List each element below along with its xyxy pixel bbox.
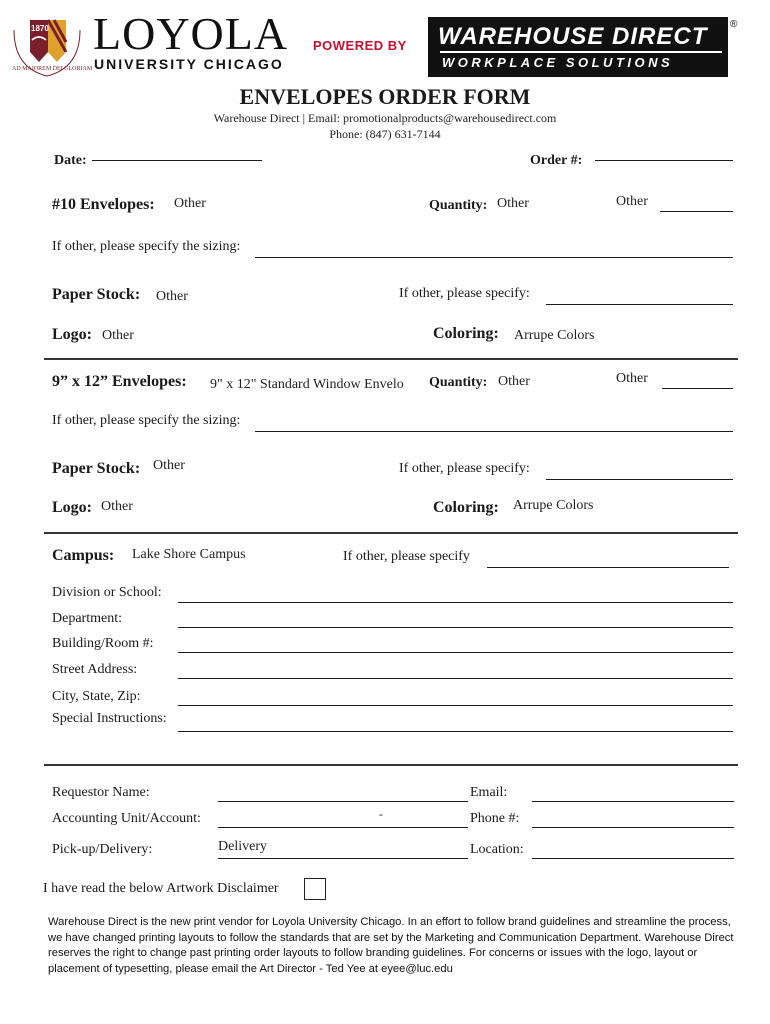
env9x12-qty-other-text: Other (616, 371, 648, 386)
seal-motto: AD MAIOREM DEI GLORIAM (12, 66, 93, 72)
env9x12-paper-label: Paper Stock: (52, 460, 141, 477)
powered-by-text: POWERED BY (313, 38, 407, 53)
pickup-label: Pick-up/Delivery: (52, 842, 153, 857)
loyola-logo (10, 10, 300, 80)
wd-tagline: WORKPLACE SOLUTIONS (442, 55, 674, 70)
env9x12-coloring-select[interactable]: Arrupe Colors (513, 498, 594, 513)
env9x12-sizing-field[interactable] (255, 431, 733, 432)
env10-logo-select[interactable]: Other (102, 328, 134, 343)
date-label: Date: (54, 153, 87, 168)
loyola-wordmark: LOYOLA (93, 8, 289, 59)
building-label: Building/Room #: (52, 636, 154, 651)
phone-label: Phone #: (470, 811, 520, 826)
pickup-field[interactable] (218, 858, 468, 859)
env9x12-select[interactable]: 9" x 12" Standard Window Envelo (210, 377, 404, 392)
date-field[interactable] (92, 160, 262, 161)
registered-mark: ® (730, 19, 738, 30)
account-field[interactable] (218, 827, 468, 828)
warehouse-direct-logo (428, 17, 738, 77)
disclaimer-checkbox-label: I have read the below Artwork Disclaimer (43, 881, 279, 896)
loyola-subtitle: UNIVERSITY CHICAGO (94, 56, 284, 72)
env10-coloring-select[interactable]: Arrupe Colors (514, 328, 595, 343)
env10-coloring-label: Coloring: (433, 325, 499, 342)
requestor-name-label: Requestor Name: (52, 785, 150, 800)
env10-qty-label: Quantity: (429, 198, 488, 213)
contact-line: Warehouse Direct | Email: promotionalproducts@warehousedirect.com (213, 111, 557, 125)
env10-qty-other-text: Other (616, 194, 648, 209)
instructions-field[interactable] (178, 731, 733, 732)
campus-specify-label: If other, please specify (343, 549, 470, 564)
disclaimer-checkbox[interactable] (304, 878, 326, 900)
env10-qty-other-field[interactable] (660, 211, 733, 212)
campus-select[interactable]: Lake Shore Campus (132, 547, 246, 562)
order-number-field[interactable] (595, 160, 733, 161)
env10-logo-label: Logo: (52, 326, 92, 343)
email-field[interactable] (532, 801, 734, 802)
campus-specify-field[interactable] (487, 567, 729, 568)
env10-paper-specify-label: If other, please specify: (399, 286, 530, 301)
section-divider (44, 532, 738, 534)
env10-select[interactable]: Other (174, 196, 206, 211)
env9x12-logo-select[interactable]: Other (101, 499, 133, 514)
account-value: - (379, 807, 383, 821)
env10-qty-select[interactable]: Other (497, 196, 529, 211)
department-label: Department: (52, 611, 122, 626)
street-label: Street Address: (52, 662, 138, 677)
env9x12-sizing-label: If other, please specify the sizing: (52, 413, 241, 428)
env9x12-logo-label: Logo: (52, 499, 92, 516)
campus-label: Campus: (52, 547, 115, 564)
pickup-select[interactable]: Delivery (218, 839, 267, 854)
city-label: City, State, Zip: (52, 689, 141, 704)
env9x12-qty-other-field[interactable] (662, 388, 733, 389)
city-field[interactable] (178, 705, 733, 706)
env9x12-qty-label: Quantity: (429, 375, 488, 390)
account-label: Accounting Unit/Account: (52, 811, 201, 826)
requestor-name-field[interactable] (218, 801, 468, 802)
division-field[interactable] (178, 602, 733, 603)
env9x12-paper-specify-label: If other, please specify: (399, 461, 530, 476)
env9x12-coloring-label: Coloring: (433, 499, 499, 516)
env10-sizing-label: If other, please specify the sizing: (52, 239, 241, 254)
section-divider (44, 358, 738, 360)
env10-label: #10 Envelopes: (52, 196, 155, 213)
department-field[interactable] (178, 627, 733, 628)
phone-field[interactable] (532, 827, 734, 828)
env9x12-paper-specify-field[interactable] (546, 479, 733, 480)
form-title: ENVELOPES ORDER FORM (239, 84, 531, 109)
env10-paper-specify-field[interactable] (546, 304, 733, 305)
location-label: Location: (470, 842, 524, 857)
disclaimer-text: Warehouse Direct is the new print vendor for Loyola University Chicago. In an effort to follow brand guidelines and streamline the process, we have changed printing layouts to follow the standards that are set by the Marketing and Communication Department. Warehouse Direct reserves the right to change past printing order layouts to follow branding guidelines. For concerns or issues with the logo, layout or placement of typesetting, please email the Art Director - Ted Yee at eyee@luc.edu (48, 916, 734, 975)
section-divider (44, 764, 738, 766)
env10-paper-select[interactable]: Other (156, 289, 188, 304)
order-label: Order #: (530, 153, 583, 168)
street-field[interactable] (178, 678, 733, 679)
wd-wordmark: WAREHOUSE DIRECT (438, 23, 708, 50)
division-label: Division or School: (52, 585, 162, 600)
seal-year: 1870 (31, 24, 49, 33)
building-field[interactable] (178, 652, 733, 653)
instructions-label: Special Instructions: (52, 711, 167, 726)
env9x12-paper-select[interactable]: Other (153, 458, 185, 473)
env10-sizing-field[interactable] (255, 257, 733, 258)
location-field[interactable] (532, 858, 734, 859)
env9x12-label: 9” x 12” Envelopes: (52, 373, 187, 390)
phone-line: Phone: (847) 631-7144 (329, 127, 441, 141)
env9x12-qty-select[interactable]: Other (498, 374, 530, 389)
env10-paper-label: Paper Stock: (52, 286, 141, 303)
email-label: Email: (470, 785, 508, 800)
